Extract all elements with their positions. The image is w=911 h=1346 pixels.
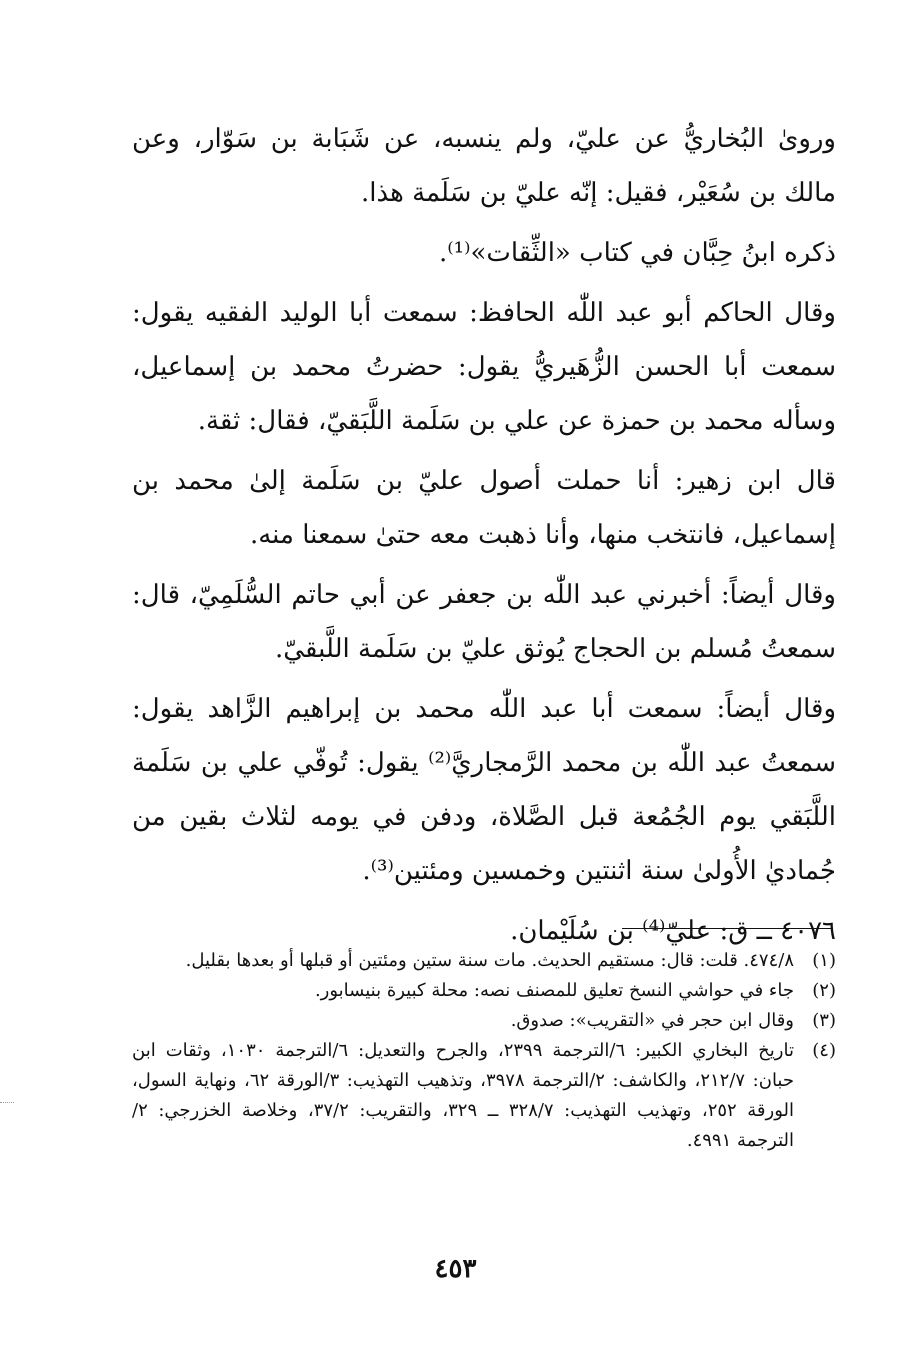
main-text — [132, 112, 836, 964]
footnote-number: (٤) — [812, 1040, 836, 1061]
paragraph-1: ورویٰ البُخاريُّ عن عليّ، ولم ينسبه، عن شَبَابة بن سَوّار، وعن مالك بن سُعَيْر، فقيل: إنّه عليّ بن سَلَمة هذا. — [132, 124, 836, 208]
footnote-number: (٢) — [812, 980, 836, 1001]
footnote-text: جاء في حواشي النسخ تعليق للمصنف نصه: محلة كبيرة بنيسابور. — [314, 980, 794, 1001]
footnote-number: (١) — [812, 950, 836, 971]
paragraph-6: وقال أيضاً: سمعت أبا عبد اللّٰه محمد بن إبراهيم الزَّاهد يقول: سمعتُ عبد اللّٰه بن محمد الرَّمجاريَّ⁽²⁾ يقول: تُوفّي علي بن سَلَمة اللَّبَقي يوم الجُمُعة قبل الصَّلاة، ودفن في يومه لثلاث بقين من جُماديٰ الأُولىٰ سنة اثنتين وخمسين ومئتين⁽³⁾. — [132, 694, 836, 886]
footnote-divider — [622, 928, 832, 929]
footnote-text: وقال ابن حجر في «التقريب»: صدوق. — [510, 1010, 794, 1031]
footnote-text: ٤٧٤/٨. قلت: قال: مستقيم الحديث. مات سنة ستين ومئتين أو قبلها أو بعدها بقليل. — [185, 950, 794, 971]
footnote-3 — [132, 1006, 836, 1036]
paragraph-2: ذكره ابنُ حِبَّان في كتاب «الثِّقات»⁽¹⁾. — [439, 238, 836, 268]
footnote-1 — [132, 946, 836, 976]
paragraph-3: وقال الحاكم أبو عبد اللّٰه الحافظ: سمعت أبا الوليد الفقيه يقول: سمعت أبا الحسن الزُّهَيريُّ يقول: حضرتُ محمد بن إسماعيل، وسأله محمد بن حمزة عن علي بن سَلَمة اللَّبَقيّ، فقال: ثقة. — [132, 298, 836, 436]
entry-heading: ٤٠٧٦ ــ ق: عليّ⁽⁴⁾ بن سُلَيْمان. — [510, 916, 836, 946]
paragraph-5: وقال أيضاً: أخبرني عبد اللّٰه بن جعفر عن أبي حاتم السُّلَمِيّ، قال: سمعتُ مُسلم بن الحجاج يُوثق عليّ بن سَلَمة اللَّبقيّ. — [132, 580, 836, 664]
footnote-4 — [132, 1036, 836, 1156]
scan-edge-mark — [0, 1102, 14, 1103]
footnote-2 — [132, 976, 836, 1006]
page-number: ٤٥٣ — [434, 1254, 477, 1284]
paragraph-4: قال ابن زهير: أنا حملت أصول عليّ بن سَلَمة إلىٰ محمد بن إسماعيل، فانتخب منها، وأنا ذهبت معه حتىٰ سمعنا منه. — [132, 466, 836, 550]
footnote-text: تاريخ البخاري الكبير: ٦/الترجمة ٢٣٩٩، والجرح والتعديل: ٦/الترجمة ١٠٣٠، وثقات ابن حبان: ٢١٢/٧، والكاشف: ٢/الترجمة ٣٩٧٨، وتذهيب التهذيب: ٣/الورقة ٦٢، ونهاية السول، الورقة ٢٥٢، وتهذيب التهذيب: ٣٢٨/٧ ــ ٣٢٩، والتقريب: ٣٧/٢، وخلاصة الخزرجي: ٢/الترجمة ٤٩٩١. — [132, 1040, 795, 1151]
footnote-number: (٣) — [812, 1010, 836, 1031]
footnotes — [132, 946, 836, 1156]
